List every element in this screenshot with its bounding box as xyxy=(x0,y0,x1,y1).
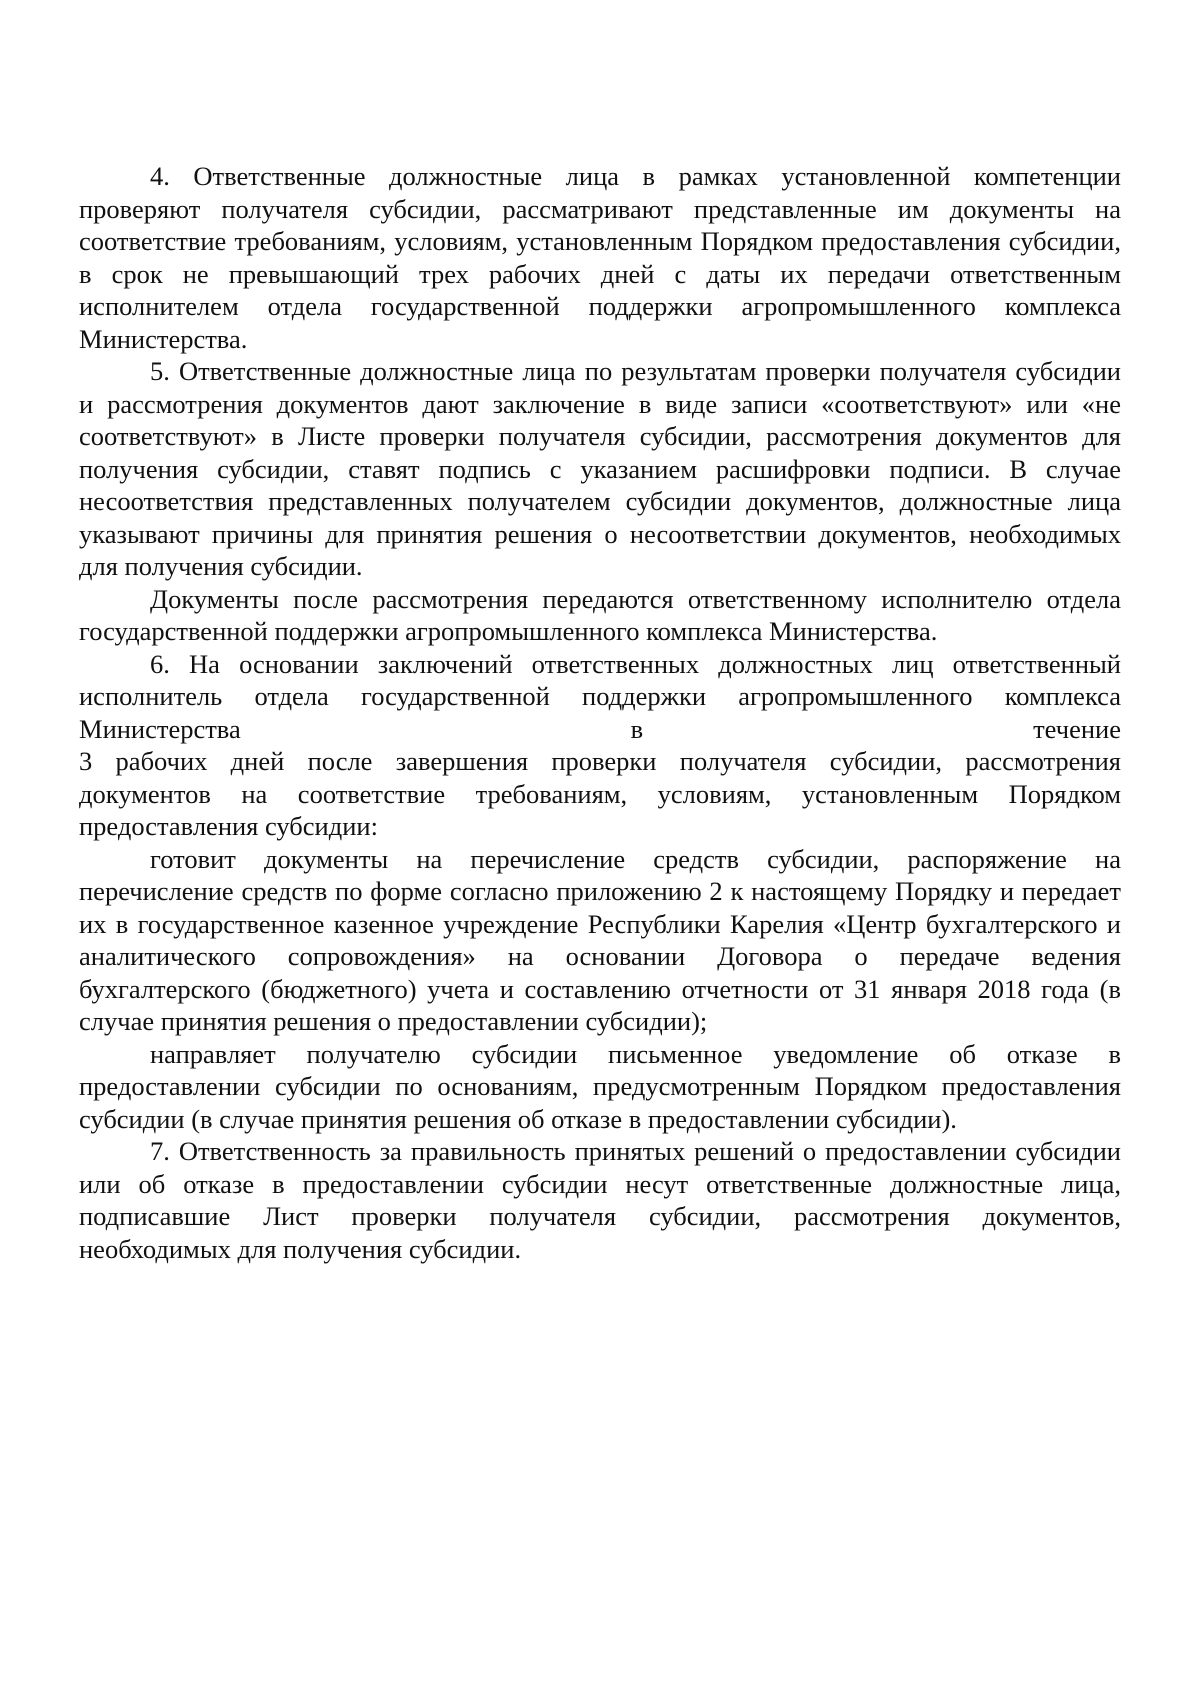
paragraph-5-documents: Документы после рассмотрения передаются ответственному исполнителю отдела государственной поддержки агропромышленного комплекса Министерства. xyxy=(79,583,1121,646)
split-word-v: в xyxy=(630,713,644,744)
split-word-ministry: Министерства xyxy=(79,713,241,744)
paragraph-6-sends: направляет получателю субсидии письменное уведомление об отказе в предоставлении субсидии по основаниям, предусмотренным Порядком предоставления субсидии (в случае принятия решения об отказе в предоставлении субсидии). xyxy=(79,1038,1121,1134)
paragraph-7: 7. Ответственность за правильность принятых решений о предоставлении субсидии или об отказе в предоставлении субсидии несут ответственные должностные лица, подписавшие Лист проверки получателя субсидии, рассмотрения документов, необходимых для получения субсидии. xyxy=(79,1136,1121,1264)
paragraph-5: 5. Ответственные должностные лица по результатам проверки получателя субсидии и рассмотрения документов дают заключение в виде записи «соответствуют» или «не соответствуют» в Листе проверки получателя субсидии, рассмотрения документов для получения субсидии, ставят подпись с указанием расшифровки подписи. В случае несоответствия представленных получателем субсидии документов, должностные лица указывают причины для принятия решения о несоответствии документов, необходимых для получения субсидии. xyxy=(79,356,1121,581)
document-page xyxy=(79,160,1121,1265)
paragraph-6-prepares: готовит документы на перечисление средств субсидии, распоряжение на перечисление средств по форме согласно приложению 2 к настоящему Порядку и передает их в государственное казенное учреждение Республики Карелия «Центр бухгалтерского и аналитического сопровождения» на основании Договора о передаче ведения бухгалтерского (бюджетного) учета и составлению отчетности от 31 января 2018 года (в случае принятия решения о предоставлении субсидии); xyxy=(79,843,1121,1036)
paragraph-6-intro: 6. На основании заключений ответственных должностных лиц ответственный исполнитель отдела государственной поддержки агропромышленного комплекса xyxy=(79,648,1121,711)
paragraph-6-continued: 3 рабочих дней после завершения проверки получателя субсидии, рассмотрения документов на соответствие требованиям, условиям, установленным Порядком предоставления субсидии: xyxy=(79,746,1121,841)
paragraph-4: 4. Ответственные должностные лица в рамках установленной компетенции проверяют получателя субсидии, рассматривают представленные им документы на соответствие требованиям, условиям, установленным Порядком предоставления субсидии, в срок не превышающий трех рабочих дней с даты их передачи ответственным исполнителем отдела государственной поддержки агропромышленного комплекса Министерства. xyxy=(79,161,1121,354)
split-word-techenie: течение xyxy=(1033,713,1121,744)
paragraph-6-split-line xyxy=(79,713,1121,746)
